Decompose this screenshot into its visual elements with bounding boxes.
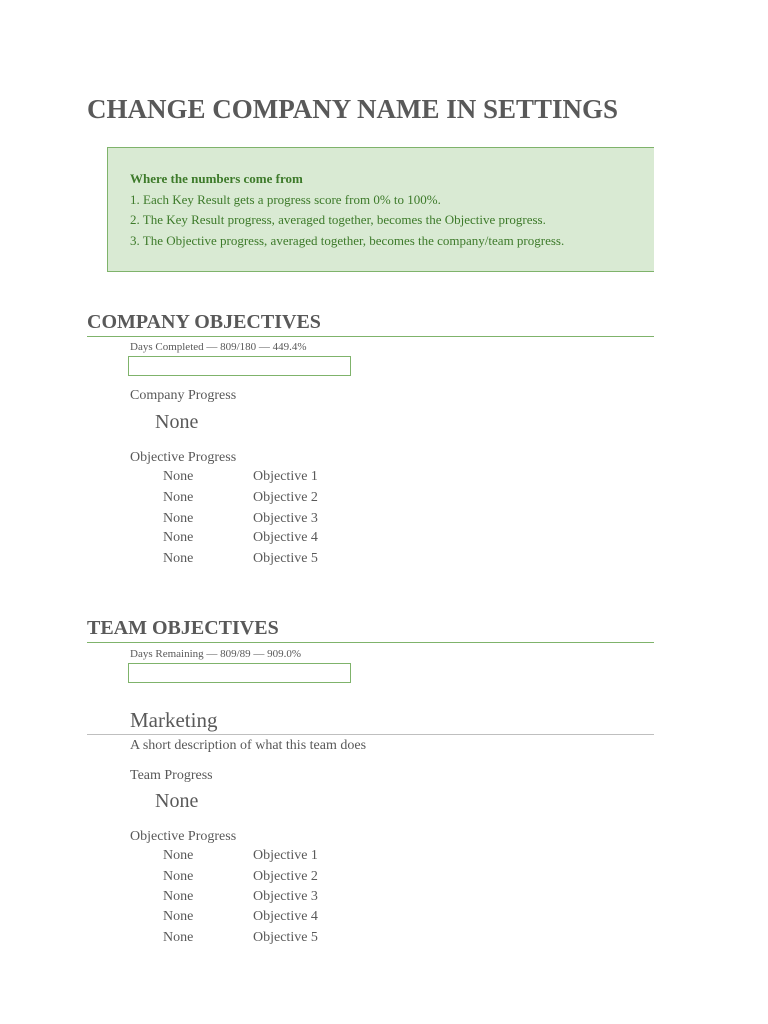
objective-name: Objective 5 [253, 930, 318, 945]
objective-row [0, 930, 600, 950]
team-progress-value: None [155, 790, 199, 812]
info-line: 3. The Objective progress, averaged together, becomes the company/team progress. [130, 233, 565, 248]
objective-value: None [163, 930, 194, 945]
objective-name: Objective 1 [253, 848, 318, 863]
objective-progress-label: Objective Progress [130, 450, 237, 465]
objective-value: None [163, 869, 194, 884]
objective-row [0, 869, 600, 889]
objective-name: Objective 2 [253, 869, 318, 884]
company-progress-label: Company Progress [130, 388, 237, 403]
team-description: A short description of what this team does [130, 738, 367, 753]
company-progress-value: None [155, 411, 199, 433]
days-completed-label: Days Completed — 809/180 — 449.4% [130, 341, 307, 353]
info-line: 1. Each Key Result gets a progress score from 0% to 100%. [130, 192, 441, 207]
objective-value: None [163, 551, 194, 566]
objective-name: Objective 1 [253, 469, 318, 484]
objective-value: None [163, 469, 194, 484]
objective-progress-label: Objective Progress [130, 829, 237, 844]
objective-name: Objective 5 [253, 551, 318, 566]
team-progress-label: Team Progress [130, 768, 213, 783]
objective-row [0, 511, 600, 531]
objective-value: None [163, 490, 194, 505]
company-objectives-heading: COMPANY OBJECTIVES [87, 309, 654, 337]
team-objectives-heading: TEAM OBJECTIVES [87, 615, 654, 643]
info-line: 2. The Key Result progress, averaged together, becomes the Objective progress. [130, 212, 546, 227]
objective-value: None [163, 511, 194, 526]
objective-row [0, 889, 600, 909]
objective-value: None [163, 848, 194, 863]
objective-row [0, 490, 600, 510]
objective-row [0, 848, 600, 868]
objective-row [0, 530, 600, 550]
page-title: CHANGE COMPANY NAME IN SETTINGS [87, 94, 619, 124]
objective-name: Objective 4 [253, 909, 318, 924]
days-remaining-label: Days Remaining — 809/89 — 909.0% [130, 648, 302, 660]
objective-name: Objective 4 [253, 530, 318, 545]
info-callout [107, 147, 654, 272]
objective-name: Objective 2 [253, 490, 318, 505]
objective-row [0, 469, 600, 489]
objective-name: Objective 3 [253, 889, 318, 904]
objective-row [0, 909, 600, 929]
info-heading: Where the numbers come from [130, 171, 303, 186]
objective-name: Objective 3 [253, 511, 318, 526]
objective-row [0, 551, 600, 571]
objective-value: None [163, 889, 194, 904]
days-progress-box [128, 663, 351, 683]
objective-value: None [163, 909, 194, 924]
objective-value: None [163, 530, 194, 545]
days-progress-box [128, 356, 351, 376]
team-name: Marketing [87, 706, 654, 735]
